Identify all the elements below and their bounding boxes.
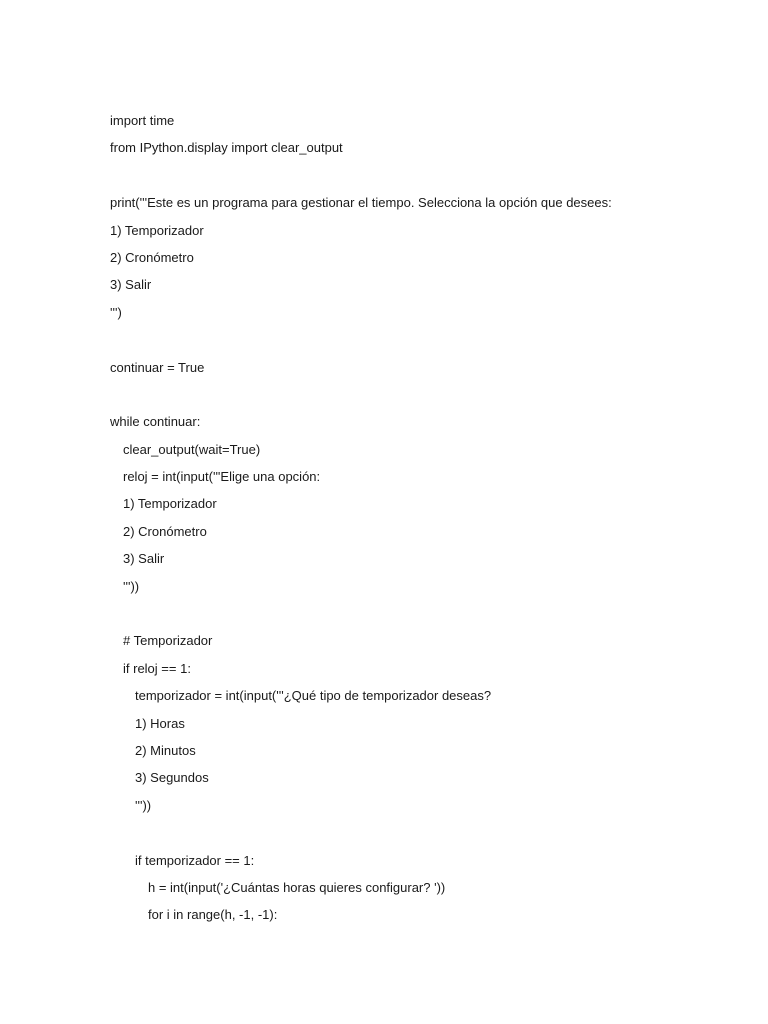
code-line: if reloj == 1:	[123, 660, 191, 676]
code-line: clear_output(wait=True)	[123, 441, 261, 457]
blank-line	[110, 605, 612, 632]
blank-line	[110, 167, 612, 194]
code-line: while continuar:	[110, 414, 201, 430]
code-line: if temporizador == 1:	[135, 852, 255, 868]
code-line: 1) Horas	[135, 715, 185, 731]
code-line: 1) Temporizador	[110, 222, 204, 238]
code-line: 2) Cronómetro	[123, 523, 207, 539]
blank-line	[110, 331, 612, 358]
code-line: 2) Cronómetro	[110, 249, 194, 265]
blank-line	[110, 824, 612, 851]
code-line: h = int(input('¿Cuántas horas quieres configurar? '))	[148, 879, 446, 895]
code-line: for i in range(h, -1, -1):	[148, 907, 278, 923]
code-line: continuar = True	[110, 359, 205, 375]
blank-line	[110, 386, 612, 413]
code-line: 3) Salir	[110, 277, 152, 293]
code-listing	[110, 112, 612, 934]
code-line: ''')	[110, 304, 122, 320]
code-line: 3) Segundos	[135, 770, 209, 786]
code-line: 1) Temporizador	[123, 496, 217, 512]
code-line: '''))	[135, 797, 152, 813]
code-line: 3) Salir	[123, 551, 165, 567]
code-line: temporizador = int(input('''¿Qué tipo de temporizador deseas?	[135, 688, 492, 704]
code-line: # Temporizador	[123, 633, 213, 649]
code-line: reloj = int(input('''Elige una opción:	[123, 469, 321, 485]
code-line: print('''Este es un programa para gestionar el tiempo. Selecciona la opción que desees:	[110, 195, 612, 211]
code-line: 2) Minutos	[135, 742, 196, 758]
code-line: '''))	[123, 578, 140, 594]
code-line: import time	[110, 113, 175, 128]
code-line: from IPython.display import clear_output	[110, 140, 343, 156]
